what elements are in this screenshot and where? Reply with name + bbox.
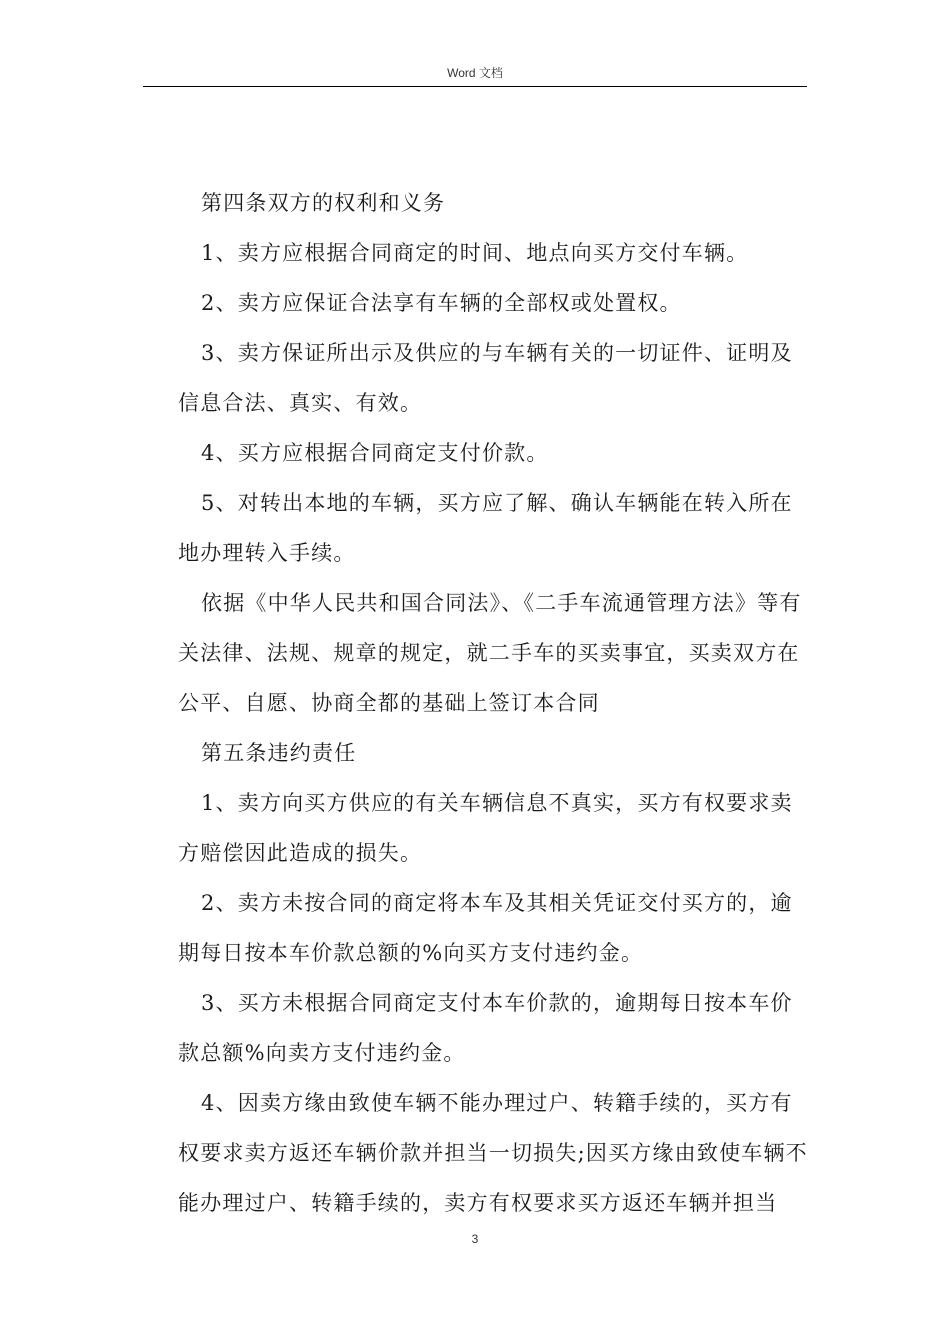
paragraph: 1、卖方向买方供应的有关车辆信息不真实，买方有权要求卖方赔偿因此造成的损失。	[178, 791, 793, 865]
page-number: 3	[471, 1232, 479, 1246]
section-heading-article-5: 第五条违约责任	[201, 741, 357, 765]
paragraph: 依据《中华人民共和国合同法》、《二手车流通管理方法》等有关法律、法规、规章的规定，就二手车的买卖事宜，买卖双方在公平、自愿、协商全都的基础上签订本合同	[178, 591, 802, 715]
paragraph: 5、对转出本地的车辆，买方应了解、确认车辆能在转入所在地办理转入手续。	[178, 491, 793, 565]
paragraph: 3、买方未根据合同商定支付本车价款的，逾期每日按本车价款总额%向卖方支付违约金。	[178, 991, 793, 1065]
paragraph: 4、因卖方缘由致使车辆不能办理过户、转籍手续的，买方有权要求卖方返还车辆价款并担当一切损失;因买方缘由致使车辆不能办理过户、转籍手续的，卖方有权要求买方返还车辆并担当	[178, 1091, 808, 1215]
paragraph: 4、买方应根据合同商定支付价款。	[201, 441, 549, 465]
paragraph: 3、卖方保证所出示及供应的与车辆有关的一切证件、证明及信息合法、真实、有效。	[178, 341, 793, 415]
section-heading-article-4: 第四条双方的权利和义务	[201, 191, 446, 215]
page-header: Word 文档	[447, 66, 503, 80]
paragraph: 2、卖方未按合同的商定将本车及其相关凭证交付买方的，逾期每日按本车价款总额的%向买方支付违约金。	[178, 891, 793, 965]
paragraph: 2、卖方应保证合法享有车辆的全部权或处置权。	[201, 291, 682, 315]
paragraph: 1、卖方应根据合同商定的时间、地点向买方交付车辆。	[201, 241, 749, 265]
document-body	[178, 178, 808, 1228]
header-rule	[143, 86, 807, 87]
